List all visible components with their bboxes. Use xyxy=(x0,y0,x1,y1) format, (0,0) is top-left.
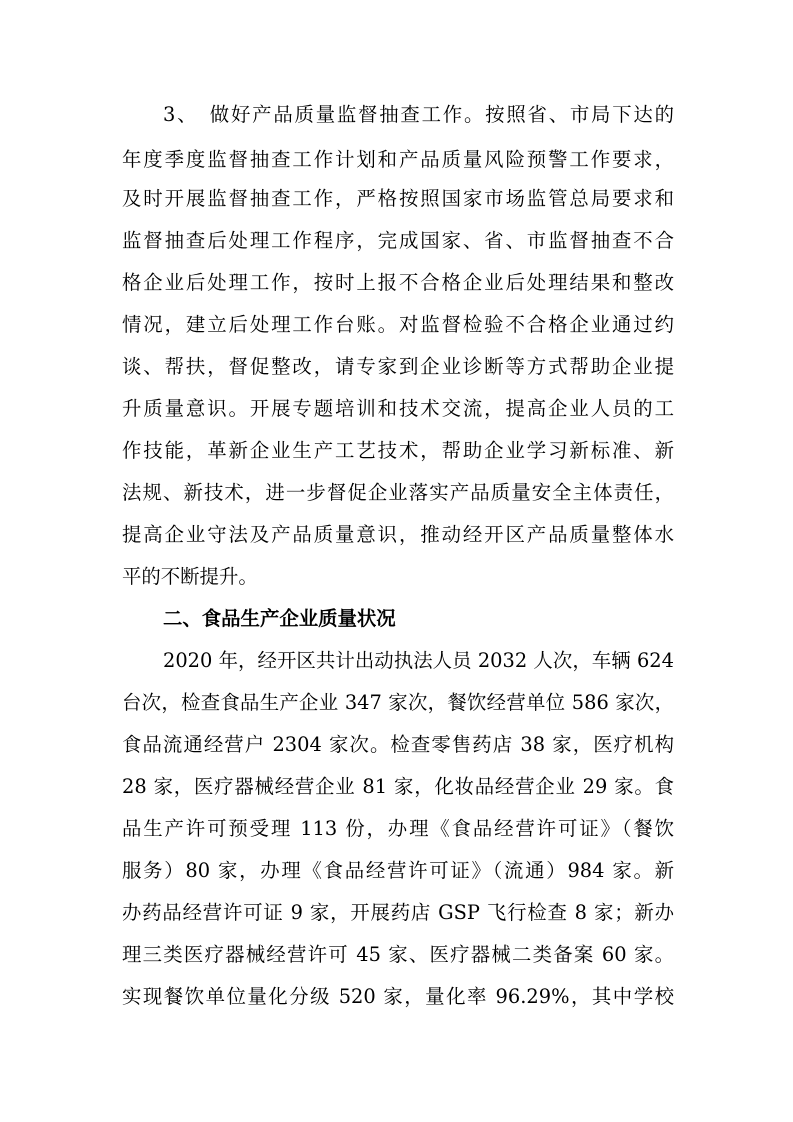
paragraph-1-line-3: 及时开展监督抽查工作，严格按照国家市场监管总局要求和 xyxy=(122,187,674,210)
paragraph-2-line-7: 办药品经营许可证 9 家，开展药店 GSP 飞行检查 8 家；新办 xyxy=(122,901,674,924)
paragraph-1-line-8: 升质量意识。开展专题培训和技术交流，提高企业人员的工 xyxy=(122,397,674,420)
paragraph-1-line-7: 谈、帮扶，督促整改，请专家到企业诊断等方式帮助企业提 xyxy=(122,355,674,378)
paragraph-2-line-4: 28 家，医疗器械经营企业 81 家，化妆品经营企业 29 家。食 xyxy=(122,775,674,798)
paragraph-2-line-8: 理三类医疗器械经营许可 45 家、医疗器械二类备案 60 家。 xyxy=(122,943,674,966)
paragraph-1-line-2: 年度季度监督抽查工作计划和产品质量风险预警工作要求， xyxy=(122,148,674,171)
paragraph-1-line-5: 格企业后处理工作，按时上报不合格企业后处理结果和整改 xyxy=(122,271,674,294)
paragraph-2-line-3: 食品流通经营户 2304 家次。检查零售药店 38 家，医疗机构 xyxy=(122,733,674,756)
paragraph-1-line-4: 监督抽查后处理工作程序，完成国家、省、市监督抽查不合 xyxy=(122,229,674,252)
paragraph-2-line-6: 服务）80 家，办理《食品经营许可证》（流通）984 家。新 xyxy=(122,859,674,882)
paragraph-2-line-5: 品生产许可预受理 113 份，办理《食品经营许可证》（餐饮 xyxy=(122,817,674,840)
paragraph-2-line-1: 2020 年，经开区共计出动执法人员 2032 人次，车辆 624 xyxy=(163,649,674,672)
paragraph-1-line-6: 情况，建立后处理工作台账。对监督检验不合格企业通过约 xyxy=(122,313,674,336)
paragraph-2-line-2: 台次，检查食品生产企业 347 家次，餐饮经营单位 586 家次， xyxy=(122,691,674,714)
paragraph-1-line-10: 法规、新技术，进一步督促企业落实产品质量安全主体责任， xyxy=(122,481,674,504)
paragraph-1-line-9: 作技能，革新企业生产工艺技术，帮助企业学习新标准、新 xyxy=(122,439,674,462)
paragraph-2-line-9: 实现餐饮单位量化分级 520 家，量化率 96.29%，其中学校 xyxy=(122,985,674,1008)
section-heading: 二、食品生产企业质量状况 xyxy=(163,607,396,630)
paragraph-1-line-11: 提高企业守法及产品质量意识，推动经开区产品质量整体水 xyxy=(122,523,674,546)
paragraph-1-line-12: 平的不断提升。 xyxy=(122,565,258,588)
paragraph-1-line-1: 3、 做好产品质量监督抽查工作。按照省、市局下达的 xyxy=(163,103,674,126)
